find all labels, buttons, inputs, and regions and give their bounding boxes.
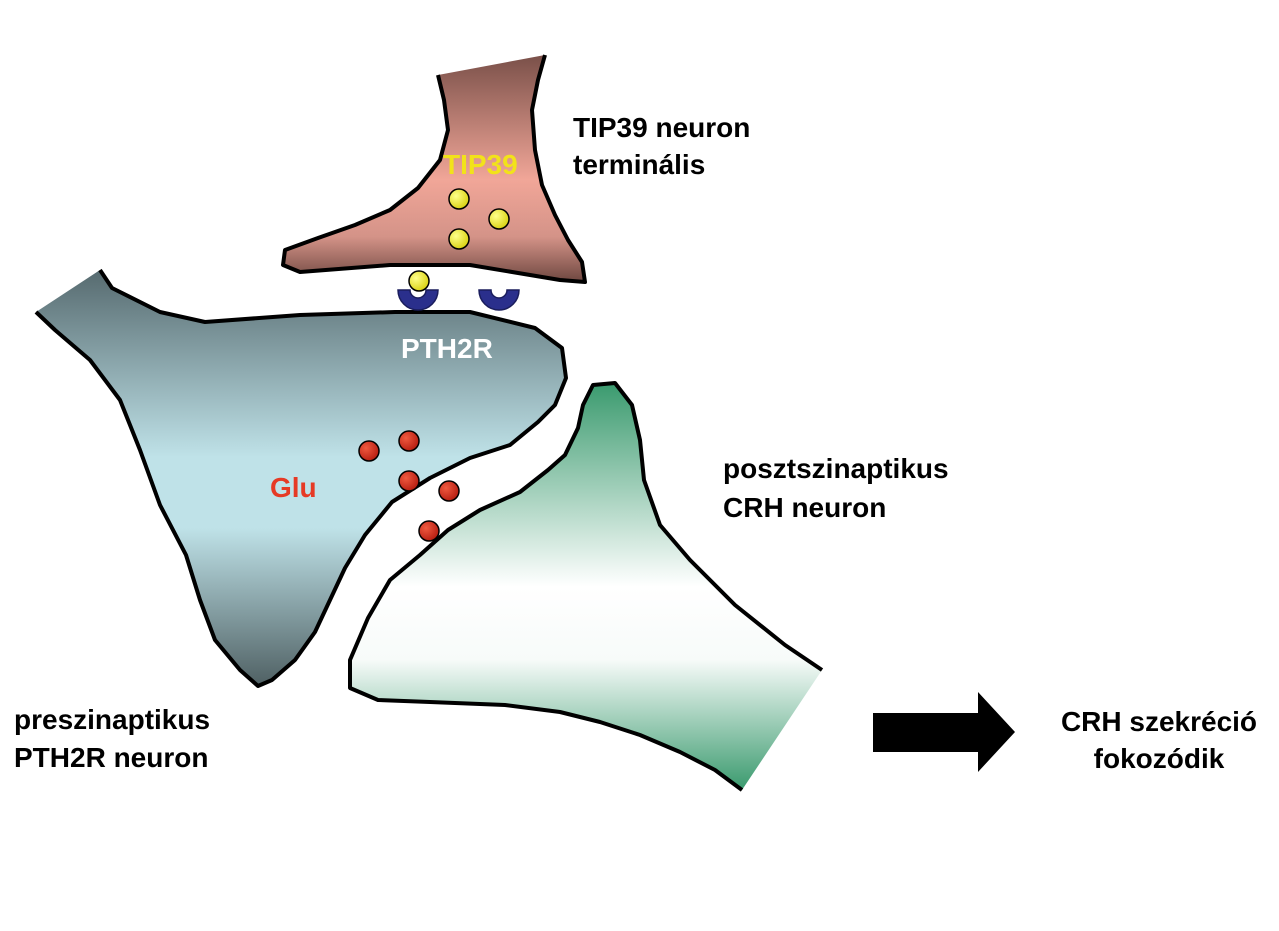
tip39-peptide-label: TIP39: [443, 149, 518, 180]
glu-vesicle: [439, 481, 459, 501]
tip39-neuron-label-line1: TIP39 neuron: [573, 112, 751, 143]
right-arrow-icon: [873, 692, 1015, 772]
pth2r-receptor-label: PTH2R: [401, 333, 493, 364]
tip39-vesicle: [489, 209, 509, 229]
glu-vesicle: [399, 471, 419, 491]
glu-label: Glu: [270, 472, 317, 503]
receptor-left-icon: [398, 290, 438, 310]
tip39-released-vesicle: [409, 271, 429, 291]
result-label-line2: fokozódik: [1093, 743, 1225, 774]
glu-vesicle: [359, 441, 379, 461]
postsynaptic-label-line1: posztszinaptikus: [723, 453, 949, 484]
glu-vesicle: [419, 521, 439, 541]
postsynaptic-label-line2: CRH neuron: [723, 492, 887, 523]
tip39-vesicle: [449, 229, 469, 249]
glu-vesicle: [399, 431, 419, 451]
presynaptic-label-line1: preszinaptikus: [14, 704, 211, 735]
receptor-right-icon: [479, 290, 519, 310]
tip39-vesicle: [449, 189, 469, 209]
result-label-line1: CRH szekréció: [1060, 706, 1258, 737]
presynaptic-label-line2: PTH2R neuron: [14, 742, 209, 773]
tip39-neuron-label-line2: terminális: [573, 149, 706, 180]
